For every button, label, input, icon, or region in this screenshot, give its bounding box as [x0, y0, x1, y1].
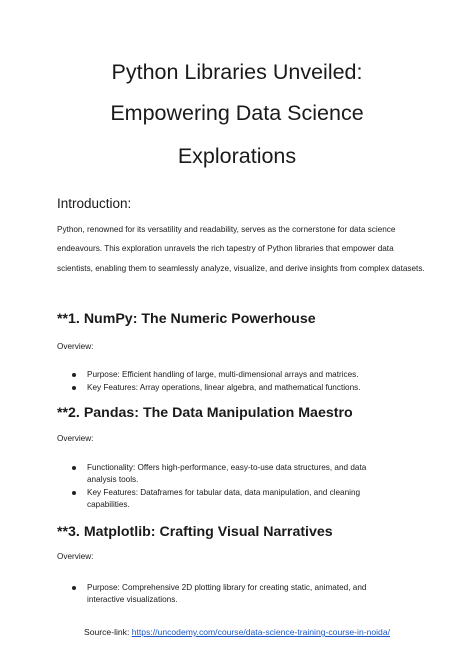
section-heading-matplotlib: **3. Matplotlib: Crafting Visual Narratives: [57, 524, 333, 540]
document-title-line-1: Python Libraries Unveiled:: [111, 60, 363, 84]
list-item: [72, 382, 392, 394]
section-bullet-list: [72, 582, 392, 607]
bullet-icon: [72, 386, 76, 390]
list-item: [72, 462, 392, 486]
section-bullet-list: [72, 369, 392, 395]
list-item-text: Purpose: Comprehensive 2D plotting library for creating static, animated, and interactive visualizations.: [87, 583, 367, 604]
list-item-text: Key Features: Array operations, linear algebra, and mathematical functions.: [87, 383, 361, 392]
section-overview-label: Overview:: [57, 434, 94, 443]
bullet-icon: [72, 466, 76, 470]
introduction-heading: Introduction:: [57, 196, 132, 211]
list-item: [72, 487, 392, 511]
source-label: Source-link:: [83, 627, 132, 637]
list-item-text: Functionality: Offers high-performance, easy-to-use data structures, and data analysis tools.: [87, 463, 367, 484]
source-link[interactable]: https://uncodemy.com/course/data-science-training-course-in-noida/: [131, 627, 391, 637]
source-footer: [0, 627, 474, 637]
bullet-icon: [72, 586, 76, 590]
section-overview-label: Overview:: [57, 552, 94, 561]
document-title-line-2: Empowering Data Science: [110, 101, 364, 125]
list-item-text: Purpose: Efficient handling of large, multi-dimensional arrays and matrices.: [87, 370, 359, 379]
section-heading-pandas: **2. Pandas: The Data Manipulation Maestro: [57, 405, 353, 421]
section-bullet-list: [72, 462, 392, 512]
list-item-text: Key Features: Dataframes for tabular data, data manipulation, and cleaning capabilities.: [87, 488, 361, 509]
document-title-line-3: Explorations: [177, 144, 297, 168]
introduction-paragraph: Python, renowned for its versatility and readability, serves as the cornerstone for data science endeavours. This exploration unravels the rich tapestry of Python libraries that empower data scientists, enabling them to seamlessly analyze, visualize, and derive insights from complex datasets.: [57, 225, 425, 273]
bullet-icon: [72, 491, 76, 495]
list-item: [72, 582, 392, 606]
section-heading-numpy: **1. NumPy: The Numeric Powerhouse: [57, 311, 316, 327]
list-item: [72, 369, 392, 381]
bullet-icon: [72, 373, 76, 377]
section-overview-label: Overview:: [57, 342, 94, 351]
